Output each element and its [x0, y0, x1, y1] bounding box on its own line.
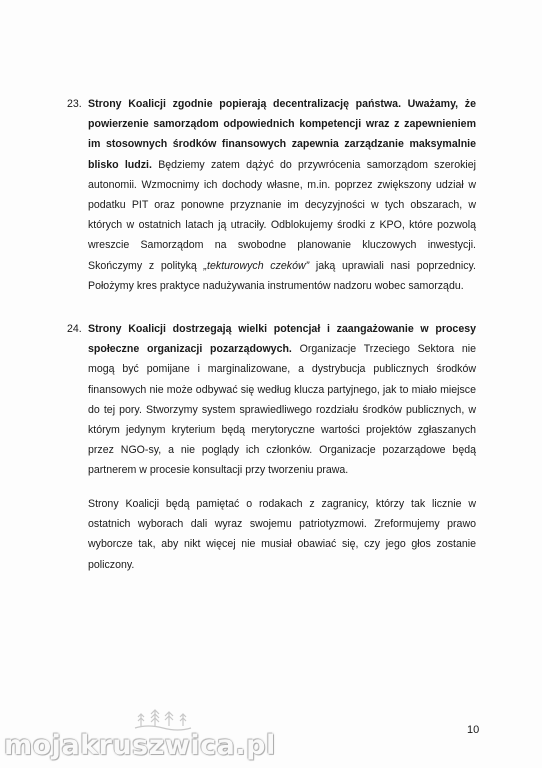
- watermark-logo-icon: [133, 702, 193, 732]
- point-23-bold-text: Strony Koalicji zgodnie popierają decentralizację państwa. Uważamy, że powierzenie samorządom odpowiednich kompetencji wraz z zapewnieniem im stosownych środków finansowych zapewnia zarządzanie maksymalnie blisko ludzi.: [88, 98, 476, 171]
- point-number: 23.: [67, 98, 82, 110]
- point-23: [67, 94, 476, 296]
- point-24: [67, 319, 476, 481]
- watermark-text: mojakruszwica.pl: [4, 730, 276, 761]
- point-23-italic-text: „tekturowych czeków”: [203, 259, 310, 272]
- point-24-paragraph: [88, 319, 476, 481]
- point-number: 24.: [67, 323, 82, 335]
- point-23-text-1: Będziemy zatem dążyć do przywrócenia samorządom szerokiej autonomii. Wzmocnimy ich dochody własne, m.in. poprzez zwiększony udział w podatku PIT oraz ponowne przyznanie im decyzyjności w tych obszarach, w których w ostatnich latach ją utraciły. Odblokujemy środki z KPO, które pozwolą wreszcie Samorządom na swobodne planowanie kluczowych inwestycji. Skończymy z polityką: [88, 158, 476, 272]
- point-23-text-2: jaką uprawiali nasi poprzednicy. Położymy kres praktyce nadużywania instrumentów nadzoru wobec samorządu.: [88, 259, 476, 292]
- point-23-paragraph: [88, 94, 476, 296]
- point-24-paragraph-2: Strony Koalicji będą pamiętać o rodakach z zagranicy, którzy tak licznie w ostatnich wyborach dali wyraz swojemu patriotyzmowi. Zreformujemy prawo wyborcze tak, aby nikt więcej nie musiał obawiać się, czy jego głos zostanie policzony.: [88, 498, 476, 571]
- point-24-text-1: Organizacje Trzeciego Sektora nie mogą być pomijane i marginalizowane, a dystrybucja publicznych środków finansowych nie może odbywać się według klucza partyjnego, jak to miało miejsce do tej pory. Stworzymy system sprawiedliwego rozdziału środków publicznych, w którym jedynym kryterium będą merytoryczne wartości projektów zgłaszanych przez NGO-sy, a nie poglądy ich członków. Organizacje pozarządowe będą partnerem w procesie konsultacji przy tworzeniu prawa.: [88, 343, 476, 477]
- page-number: 10: [467, 724, 480, 736]
- point-24-bold-text: Strony Koalicji dostrzegają wielki potencjał i zaangażowanie w procesy społeczne organizacji pozarządowych.: [88, 323, 476, 356]
